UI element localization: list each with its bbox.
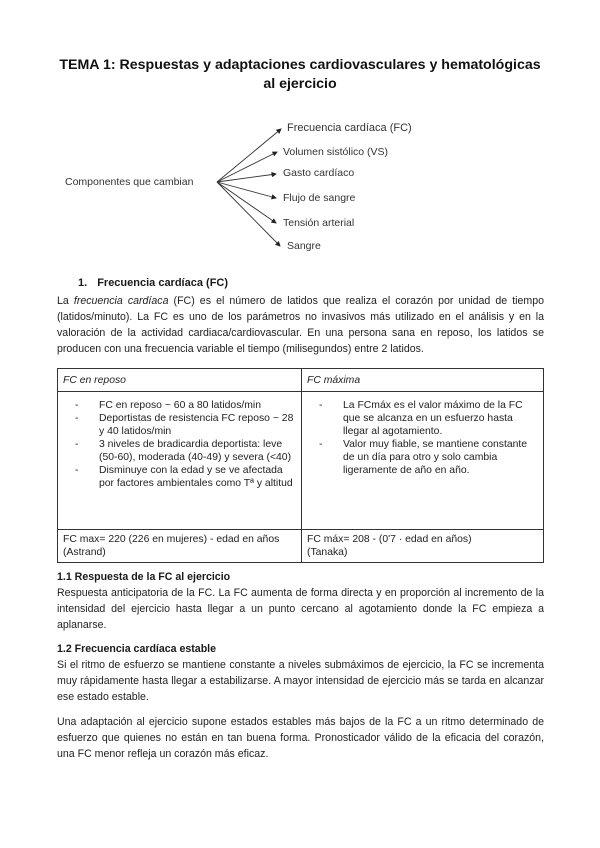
list-item: - FC en reposo ~ 60 a 80 latidos/min bbox=[99, 399, 296, 412]
section-1-2-paragraph-1: Si el ritmo de esfuerzo se mantiene constante a niveles submáximos de ejercicio, la FC se incrementa muy rápidamente hasta llegar a estabilizarse. A mayor intensidad de ejercicio más se tarda en alcanzar ese estado estable. bbox=[57, 659, 544, 703]
section-1-heading bbox=[78, 277, 228, 289]
section-title: Frecuencia cardíaca (FC) bbox=[97, 277, 229, 289]
table-header-rest: FC en reposo bbox=[58, 369, 302, 392]
para-prefix: La bbox=[57, 295, 74, 307]
diagram-target-fc: Frecuencia cardíaca (FC) bbox=[287, 122, 412, 134]
formula-tanaka: FC máx= 208 - (0'7 · edad en años) bbox=[307, 534, 472, 545]
document-title bbox=[50, 56, 550, 94]
table-row bbox=[58, 530, 544, 563]
formula-astrand: FC max= 220 (226 en mujeres) - edad en años bbox=[63, 534, 280, 545]
section-number: 1. bbox=[78, 277, 88, 289]
title-line-2: al ejercicio bbox=[263, 76, 337, 92]
para-rest: (FC) es el número de latidos que realiza el corazón por unidad de tiempo (latidos/minuto). La FC es uno de los parámetros no invasivos más utilizado en el análisis y en la valoración de la actividad cardiaca/cardiovascular. En una persona sana en reposo, los latidos se producen con una frecuencia variable el tiempo (milisegundos) entre 2 latidos. bbox=[57, 295, 545, 355]
table-cell-rest-items bbox=[58, 392, 302, 530]
section-1-paragraph bbox=[57, 293, 544, 357]
table-row bbox=[58, 392, 544, 530]
max-list bbox=[307, 399, 538, 477]
diagram-target-flujo: Flujo de sangre bbox=[283, 192, 356, 204]
table-header-max: FC máxima bbox=[302, 369, 544, 392]
rest-list bbox=[63, 399, 296, 490]
diagram-source-label: Componentes que cambian bbox=[65, 176, 194, 188]
table-cell-max-items bbox=[302, 392, 544, 530]
title-line-1: TEMA 1: Respuestas y adaptaciones cardiovasculares y hematológicas bbox=[59, 57, 541, 73]
section-1-2-heading: 1.2 Frecuencia cardíaca estable bbox=[57, 643, 216, 655]
para-italic-term: frecuencia cardíaca bbox=[73, 295, 169, 307]
section-1-1-paragraph: Respuesta anticipatoria de la FC. La FC aumenta de forma directa y en proporción al incremento de la intensidad del ejercicio hasta llegar a un punto cercano al agotamiento donde la FC empieza a aplanarse. bbox=[57, 587, 544, 631]
diagram-target-tension: Tensión arterial bbox=[283, 217, 355, 229]
table-header-row bbox=[58, 369, 544, 392]
diagram-target-gasto: Gasto cardíaco bbox=[283, 167, 355, 179]
diagram-target-sangre: Sangre bbox=[287, 240, 321, 252]
fc-table bbox=[57, 368, 544, 563]
diagram-target-vs: Volumen sistólico (VS) bbox=[283, 146, 389, 158]
list-item: - Deportistas de resistencia FC reposo ~ 28 y 40 latidos/min bbox=[99, 412, 296, 438]
table-cell-formula-tanaka bbox=[302, 530, 544, 563]
section-1-1-heading: 1.1 Respuesta de la FC al ejercicio bbox=[57, 571, 231, 583]
table-cell-formula-astrand bbox=[58, 530, 302, 563]
formula-tanaka-author: (Tanaka) bbox=[307, 547, 348, 558]
list-item: - 3 niveles de bradicardia deportista: leve (50-60), moderada (40-49) y severa (<40) bbox=[99, 438, 296, 464]
components-diagram bbox=[0, 110, 600, 260]
formula-astrand-author: (Astrand) bbox=[63, 547, 106, 558]
list-item: - La FCmáx es el valor máximo de la FC que se alcanza en un esfuerzo hasta llegar al agotamiento. bbox=[343, 399, 538, 438]
list-item: - Valor muy fiable, se mantiene constante de un día para otro y solo cambia ligeramente de año en año. bbox=[343, 438, 538, 477]
list-item: - Disminuye con la edad y se ve afectada por factores ambientales como Tª y altitud bbox=[99, 464, 296, 490]
section-1-2-paragraph-2: Una adaptación al ejercicio supone estados estables más bajos de la FC a un ritmo determinado de esfuerzo que quienes no están en tan buena forma. Pronosticador válido de la eficacia del corazón, una FC menor refleja un corazón más eficaz. bbox=[57, 716, 544, 760]
